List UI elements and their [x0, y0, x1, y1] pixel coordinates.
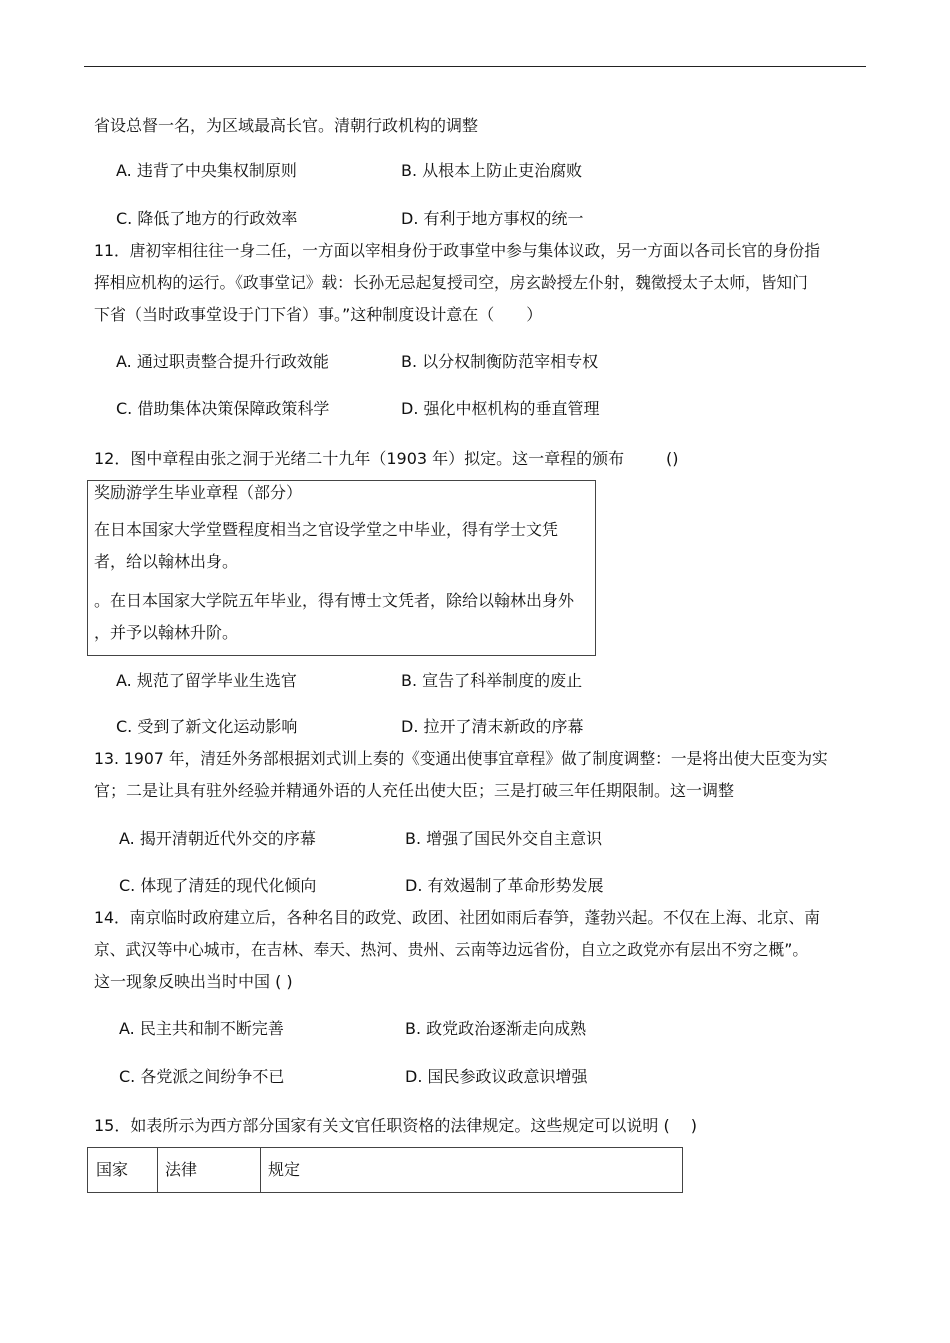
- q12-box-line4: ，并予以翰林升阶。: [94, 623, 239, 642]
- q12-option-b: B. 宣告了科举制度的废止: [401, 671, 583, 690]
- q13-option-d: D. 有效遏制了革命形势发展: [405, 876, 604, 895]
- q12-paren: (): [666, 449, 679, 468]
- table-header-rule: 规定: [268, 1160, 301, 1179]
- q13-stem-line1: 13. 1907 年，清廷外务部根据刘式训上奏的《变通出使事宜章程》做了制度调整：一是将出使大臣变为实: [94, 749, 828, 768]
- q14-option-a: A. 民主共和制不断完善: [119, 1019, 284, 1038]
- q10-option-a: A. 违背了中央集权制原则: [116, 161, 297, 180]
- q12-box-line2: 者，给以翰林出身。: [94, 552, 239, 571]
- q12-option-d: D. 拉开了清末新政的序幕: [401, 717, 584, 736]
- q11-option-b: B. 以分权制衡防范宰相专权: [401, 352, 599, 371]
- top-rule: [84, 66, 866, 67]
- q13-option-b: B. 增强了国民外交自主意识: [405, 829, 603, 848]
- q10-option-d: D. 有利于地方事权的统一: [401, 209, 584, 228]
- q11-stem-line2: 挥相应机构的运行。《政事堂记》载：长孙无忌起复授司空，房玄龄授左仆射，魏徵授太子太师，皆知门: [94, 273, 808, 292]
- q11-stem-line3: 下省（当时政事堂设于门下省）事。”这种制度设计意在（ ）: [94, 305, 543, 324]
- q11-option-c: C. 借助集体决策保障政策科学: [116, 399, 330, 418]
- q11-option-d: D. 强化中枢机构的垂直管理: [401, 399, 600, 418]
- q14-stem-line1: 14．南京临时政府建立后，各种名目的政党、政团、社团如雨后春笋，蓬勃兴起。不仅在上海、北京、南: [94, 908, 820, 927]
- q13-option-a: A. 揭开清朝近代外交的序幕: [119, 829, 316, 848]
- q11-stem-line1: 11．唐初宰相往往一身二任，一方面以宰相身份于政事堂中参与集体议政，另一方面以各司长官的身份指: [94, 241, 820, 260]
- intro-line: 省设总督一名，为区域最高长官。清朝行政机构的调整: [94, 116, 479, 135]
- q13-option-c: C. 体现了清廷的现代化倾向: [119, 876, 317, 895]
- q14-stem-line3: 这一现象反映出当时中国 ( ): [94, 972, 293, 991]
- table-header-country: 国家: [96, 1160, 129, 1179]
- q14-stem-line2: 京、武汉等中心城市，在吉林、奉天、热河、贵州、云南等边远省份，自立之政党亦有层出不穷之概”。: [94, 940, 809, 959]
- q12-option-a: A. 规范了留学毕业生选官: [116, 671, 297, 690]
- q15-stem: 15．如表所示为西方部分国家有关文官任职资格的法律规定。这些规定可以说明 ( ): [94, 1116, 698, 1135]
- q10-option-b: B. 从根本上防止吏治腐败: [401, 161, 583, 180]
- table-column-divider: [157, 1148, 158, 1192]
- q12-stem: 12．图中章程由张之洞于光绪二十九年（1903 年）拟定。这一章程的颁布: [94, 449, 625, 468]
- q14-option-c: C. 各党派之间纷争不已: [119, 1067, 285, 1086]
- table-header-law: 法律: [165, 1160, 198, 1179]
- q11-option-a: A. 通过职责整合提升行政效能: [116, 352, 329, 371]
- q14-option-b: B. 政党政治逐渐走向成熟: [405, 1019, 587, 1038]
- q10-option-c: C. 降低了地方的行政效率: [116, 209, 298, 228]
- q12-box-line1: 在日本国家大学堂暨程度相当之官设学堂之中毕业，得有学士文凭: [94, 520, 559, 539]
- table-column-divider: [260, 1148, 261, 1192]
- q12-box-title: 奖励游学生毕业章程（部分）: [94, 483, 303, 502]
- q12-option-c: C. 受到了新文化运动影响: [116, 717, 298, 736]
- q13-stem-line2: 官；二是让具有驻外经验并精通外语的人充任出使大臣；三是打破三年任期限制。这一调整: [94, 781, 735, 800]
- q14-option-d: D. 国民参政议政意识增强: [405, 1067, 588, 1086]
- q12-box-line3: 。在日本国家大学院五年毕业，得有博士文凭者，除给以翰林出身外: [94, 591, 575, 610]
